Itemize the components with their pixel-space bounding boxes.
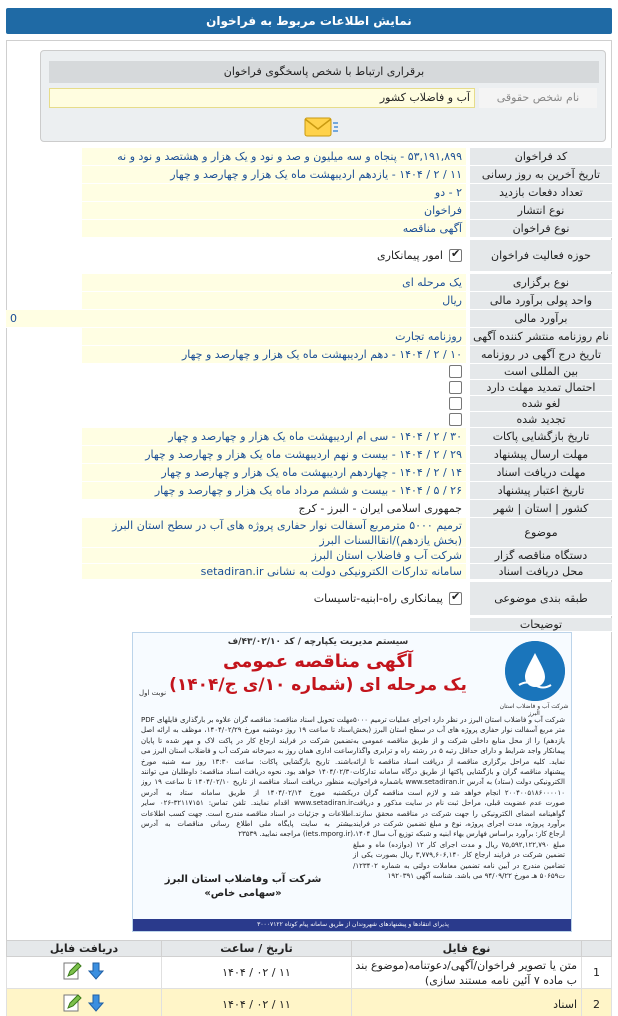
file-type: متن یا تصویر فراخوان/آگهی/دعوتنامه(موضوع بند ب ماده ۷ آئین نامه مستند سازی) <box>352 957 582 989</box>
file-date: ۱۱ / ۰۲ / ۱۴۰۴ <box>162 989 352 1016</box>
row-number: 2 <box>582 989 612 1016</box>
call-type-value: آگهی مناقصه <box>82 220 466 238</box>
col-type-header: نوع فایل <box>352 941 582 957</box>
ad-round: نوبت اول <box>139 689 167 697</box>
subject-value: ترمیم ۵۰۰۰ مترمربع آسفالت نوار حفاری پروژه های آب در سطح استان البرز (بخش یازدهم)/انقاالسنات البرز <box>82 518 466 548</box>
opening-date-label: تاریخ بازگشایی پاکات <box>470 428 612 446</box>
download-cell <box>7 989 162 1016</box>
canceled-value <box>82 396 466 412</box>
row-ad-date <box>6 346 612 364</box>
ad-date-label: تاریخ درج آگهی در روزنامه <box>470 346 612 364</box>
row-doc-deadline <box>6 464 612 482</box>
holding-type-label: نوع برگزاری <box>470 274 612 292</box>
file-type: اسناد <box>352 989 582 1016</box>
row-activity <box>6 240 612 272</box>
col-date-header: تاریخ / ساعت <box>162 941 352 957</box>
row-code <box>6 148 612 166</box>
newspaper-value: روزنامه تجارت <box>82 328 466 346</box>
row-canceled <box>6 396 612 412</box>
currency-value: ریال <box>82 292 466 310</box>
visits-value: ۲ - دو <box>82 184 466 202</box>
code-label: کد فراخوان <box>470 148 612 166</box>
extension-label: احتمال تمدید مهلت دارد <box>470 380 612 396</box>
last-update-label: تاریخ آخرین به روز رسانی <box>470 166 612 184</box>
download-cell <box>7 957 162 989</box>
canceled-label: لغو شده <box>470 396 612 412</box>
activity-label: حوزه فعالیت فراخوان <box>470 240 612 272</box>
file-date: ۱۱ / ۰۲ / ۱۴۰۴ <box>162 957 352 989</box>
activity-checkbox[interactable] <box>449 249 462 262</box>
submit-deadline-value: ۲۹ / ۲ / ۱۴۰۴ - بیست و نهم اردیبهشت ماه یک هزار و چهارصد و چهار <box>82 446 466 464</box>
renewed-checkbox[interactable] <box>449 413 462 426</box>
ad-serial: سیستم مدیریت یکپارچه / کد ۴۳/۰۲/۱۰/ف <box>227 637 409 647</box>
ad-column-right: شرکت آب و فاضلاب استان البرز در نظر دارد اجرای عملیات ترمیم ۵۰۰۰ متر مربع آسفالت نوار حفاری پروژه های آب در سطح استان البرز (بخش یازدهم) را از محل منابع داخلی شرکت و از طریق مناقصه عمومی به پیمانکار واجد شرایط و دارای حداقل رتبه ۵ در رشته راه و ترابری واگذار نماید. کلیه مراحل برگزاری مناقصه از دریافت اسناد مناقصه تا ارائه پیشنهاد مناقصه گران و بازگشایی پاکتها از طریق درگاه سامانه تدارکات الکترونیکی دولت (ستاد) به آدرس www.setadiran.ir باشماره فراخوان ۲۰۰۴۰۰۵۱۸۶۰۰۰۰۱۰ انجام خواهد شد و لازم است مناقصه گران در صورت عدم عضویت قبلی، مراحل ثبت نام در سایت مذکور و دریافت گواهینامه امضای الکترونیکی را جهت شرکت در مناقصه محقق سازند. برآورد پروژه، مدت اجرای پروژه، نوع و مبلغ تضمین شرکت در فرایند ارجاع کار: برآورد براساس فهارس بهاء ابنیه و شبکه توزیع آب سال ۱۴۰۴، مبلغ ۷۵,۵۹۲,۱۲۲,۷۹۰ ریال و مدت اجرای کار ۱۲ (دوازده) ماه و مبلغ تضمین شرکت در فرایند ارجاع کار ۳,۷۷۹,۶۰۶,۱۴۰ ریال بصورت یکی از تضامین مندرج در آیین نامه تضمین معاملات دولتی به شماره ۱۲۳۴۰۲/ت۵۰۶۵۹ هـ مورخ ۹۴/۰۹/۲۲ می باشد. شناسه آگهی ۱۹۲۰۳۹۱ <box>353 716 566 881</box>
row-location <box>6 500 612 518</box>
validity-value: ۲۶ / ۵ / ۱۴۰۴ - بیست و ششم مرداد ماه یک هزار و چهارصد و چهار <box>82 482 466 500</box>
row-newspaper <box>6 328 612 346</box>
currency-label: واحد پولی برآورد مالی <box>470 292 612 310</box>
edit-icon[interactable] <box>62 961 82 981</box>
download-icon[interactable] <box>86 961 106 981</box>
submit-deadline-label: مهلت ارسال پیشنهاد <box>470 446 612 464</box>
contact-label: نام شخص حقوقی <box>479 88 597 108</box>
category-checkbox[interactable] <box>449 592 462 605</box>
activity-text: امور پیمانکاری <box>377 249 443 262</box>
organizer-value: شرکت آب و فاضلاب استان البرز <box>82 548 466 564</box>
doc-deadline-label: مهلت دریافت اسناد <box>470 464 612 482</box>
row-validity <box>6 482 612 500</box>
row-estimate <box>6 310 612 328</box>
row-notes <box>6 618 612 632</box>
row-number: 1 <box>582 957 612 989</box>
ad-subtitle: یک مرحله ای (شماره ۱۰/ی ج/۱۴۰۴) <box>169 675 467 695</box>
international-checkbox[interactable] <box>449 365 462 378</box>
ad-title: آگهی مناقصه عمومی <box>223 651 413 672</box>
download-icon[interactable] <box>86 993 106 1013</box>
location-value: جمهوری اسلامی ایران - البرز - کرج <box>82 500 466 518</box>
contact-box <box>40 50 606 142</box>
tender-ad-image <box>132 632 572 932</box>
row-opening-date <box>6 428 612 446</box>
renewed-value <box>82 412 466 428</box>
code-value: ۵۳,۱۹۱,۸۹۹ - پنجاه و سه میلیون و صد و نود و یک هزار و هشتصد و نود و نه <box>82 148 466 166</box>
doc-place-label: محل دریافت اسناد <box>470 564 612 580</box>
notes-value <box>82 618 466 632</box>
subject-label: موضوع <box>470 518 612 548</box>
ad-sign-type: «سهامی خاص» <box>204 888 282 899</box>
international-label: بین المللی است <box>470 364 612 380</box>
row-subject <box>6 518 612 548</box>
renewed-label: تجدید شده <box>470 412 612 428</box>
ad-column-left: مهلت تحویل اسناد مناقصه: مناقصه گران علاوه بر بارگذاری فایلهای PDF اسناد تا ساعت ۱۹ روز دوشنبه مورخ ۱۴۰۴/۰۲/۲۹، موظف به ارائه اصل تضمین شرکت در فرایند ارجاع کار در پاکت لاک و مهر شده تا پایان ساعت اداری همان روز به دبیرخانه شرکت آب و فاضلاب استان البرز می باشند. تاریخ بازگشایی پاکات: ساعت ۱۳:۳۰ روز سه شنبه مورخ ۱۴۰۴/۰۲/۳۰ خواهد بود. نحوه دریافت اسناد مناقصه: داوطلبان می توانند به منظور دریافت اسناد مناقصه از تاریخ ۱۴۰۴/۰۲/۱۰ تا ساعت ۱۹ روز یکشنبه مورخ ۱۴۰۴/۰۲/۱۴ از طریق سامانه ستاد به آدرس www.setadiran.ir اقدام نمایند. تلفن تماس: ۳۲۱۱۷۱۵۱-۰۲۶ سایر اطلاعات و جزئیات در اسناد مناقصه مندرج است. جهت کسب اطلاعات بیشتر به سایت پایگاه ملی اطلاع رسانی مناقصات به آدرس (iets.mporg.ir) مراجعه نمایید. ۲۳۵۳۹ <box>141 716 353 839</box>
row-currency <box>6 292 612 310</box>
files-table <box>6 940 612 1016</box>
contact-title: برقراری ارتباط با شخص پاسخگوی فراخوان <box>49 61 599 83</box>
page-title: نمایش اطلاعات مربوط به فراخوان <box>6 8 612 34</box>
ad-date-value: ۱۰ / ۲ / ۱۴۰۴ - دهم اردیبهشت ماه یک هزار و چهارصد و چهار <box>82 346 466 364</box>
category-text: پیمانکاری راه-ابنیه-تاسیسات <box>313 592 443 605</box>
category-value <box>82 582 466 616</box>
files-header-row <box>7 941 612 957</box>
call-type-label: نوع فراخوان <box>470 220 612 238</box>
estimate-label: برآورد مالی <box>470 310 612 328</box>
row-renewed <box>6 412 612 428</box>
row-organizer <box>6 548 612 564</box>
row-extension <box>6 380 612 396</box>
row-holding-type <box>6 274 612 292</box>
validity-label: تاریخ اعتبار پیشنهاد <box>470 482 612 500</box>
contact-value: آب و فاضلاب کشور <box>49 88 475 108</box>
doc-place-value: سامانه تدارکات الکترونیکی دولت به نشانی setadiran.ir <box>82 564 466 580</box>
extension-value <box>82 380 466 396</box>
organizer-label: دستگاه مناقصه گزار <box>470 548 612 564</box>
row-publish-type <box>6 202 612 220</box>
col-num-header <box>582 941 612 957</box>
row-category <box>6 582 612 616</box>
row-doc-place <box>6 564 612 580</box>
notes-label: توضیحات <box>470 618 612 632</box>
ad-logo-caption: شرکت آب و فاضلاب استان البرز <box>499 703 569 717</box>
ad-signature <box>143 873 343 901</box>
activity-value <box>82 240 466 272</box>
row-last-update <box>6 166 612 184</box>
ad-footer: پذیرای انتقادها و پیشنهادهای شهروندان از طریق سامانه پیام کوتاه ۳۰۰۰۷۱۲۲ <box>133 919 572 931</box>
publish-type-value: فراخوان <box>82 202 466 220</box>
edit-icon[interactable] <box>62 993 82 1013</box>
row-call-type <box>6 220 612 238</box>
col-download-header: دریافت فایل <box>7 941 162 957</box>
visits-label: تعداد دفعات بازدید <box>470 184 612 202</box>
doc-deadline-value: ۱۴ / ۲ / ۱۴۰۴ - چهاردهم اردیبهشت ماه یک هزار و چهارصد و چهار <box>82 464 466 482</box>
location-label: کشور | استان | شهر <box>470 500 612 518</box>
ad-sign-company: شرکت آب وفاضلاب استان البرز <box>164 874 322 885</box>
last-update-value: ۱۱ / ۲ / ۱۴۰۴ - یازدهم اردیبهشت ماه یک هزار و چهارصد و چهار <box>82 166 466 184</box>
publish-type-label: نوع انتشار <box>470 202 612 220</box>
mail-icon[interactable] <box>303 115 339 139</box>
opening-date-value: ۳۰ / ۲ / ۱۴۰۴ - سی ام اردیبهشت ماه یک هزار و چهارصد و چهار <box>82 428 466 446</box>
row-submit-deadline <box>6 446 612 464</box>
category-label: طبقه بندی موضوعی <box>470 582 612 616</box>
estimate-value: 0 <box>6 310 466 328</box>
row-visits <box>6 184 612 202</box>
newspaper-label: نام روزنامه منتشر کننده آگهی <box>470 328 612 346</box>
canceled-checkbox[interactable] <box>449 397 462 410</box>
row-international <box>6 364 612 380</box>
water-company-logo-icon <box>505 641 565 701</box>
table-row <box>7 957 612 989</box>
table-row <box>7 989 612 1016</box>
holding-type-value: یک مرحله ای <box>82 274 466 292</box>
extension-checkbox[interactable] <box>449 381 462 394</box>
international-value <box>82 364 466 380</box>
